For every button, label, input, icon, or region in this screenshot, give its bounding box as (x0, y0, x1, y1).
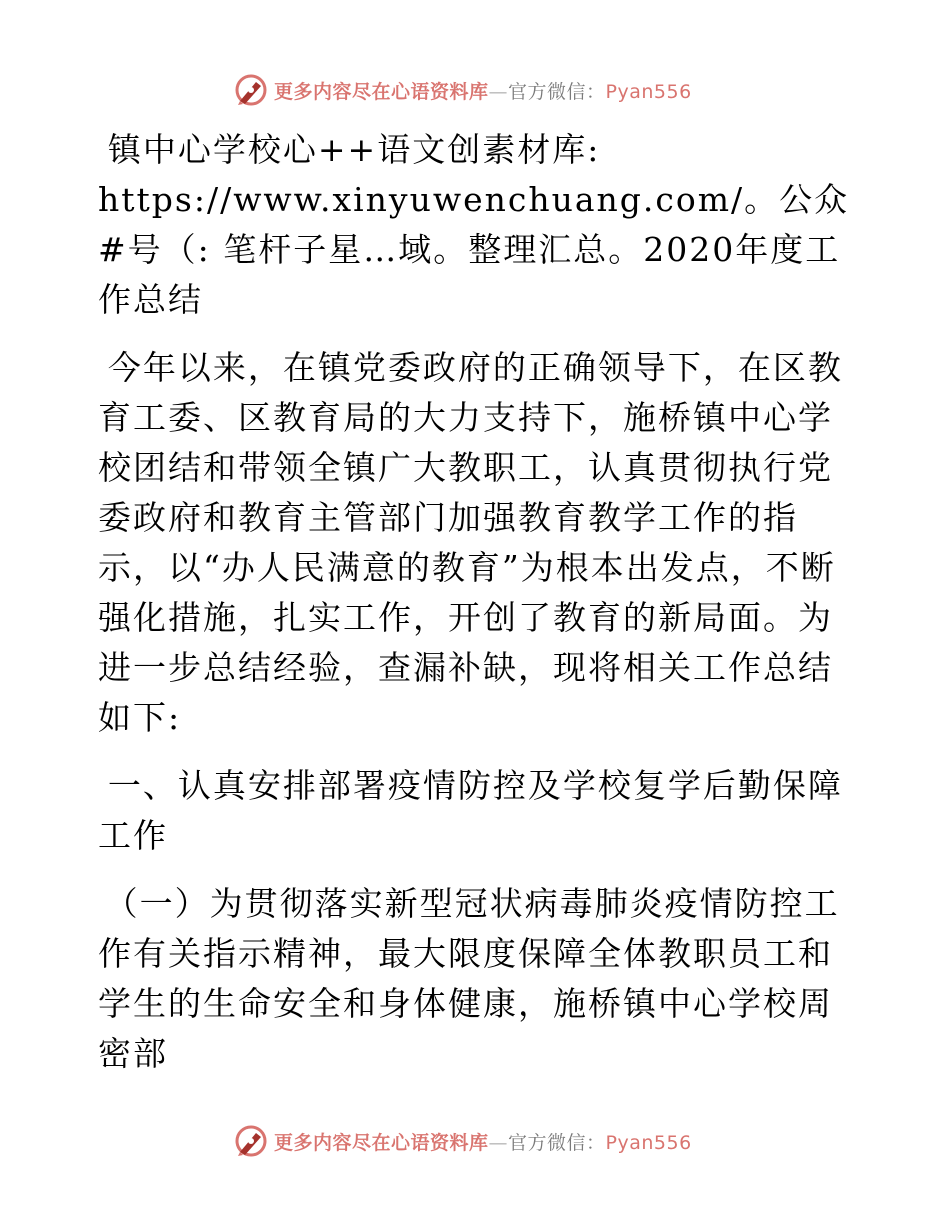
banner-wechat-label: 官方微信： (508, 80, 606, 103)
body-paragraph-1: 今年以来，在镇党委政府的正确领导下，在区教育工委、区教育局的大力支持下，施桥镇中心学校团结和带领全镇广大教职工，认真贯彻执行党委政府和教育主管部门加强教育教学工作的指示，以“办人民满意的教育”为根本出发点，不断强化措施，扎实工作，开创了教育的新局面。为进一步总结经验，查漏补缺，现将相关工作总结如下: (98, 348, 843, 737)
header-banner (234, 72, 692, 108)
banner-wechat-label: 官方微信： (508, 1131, 606, 1154)
banner-separator: — (488, 1131, 509, 1154)
footer-banner (234, 1123, 692, 1159)
document-body (98, 125, 858, 1097)
banner-site-text: 更多内容尽在心语资料库 (274, 1131, 489, 1154)
banner-site-text: 更多内容尽在心语资料库 (274, 80, 489, 103)
pen-logo-icon (234, 73, 268, 107)
pen-logo-icon (234, 1124, 268, 1158)
intro-paragraph: 镇中心学校心++语文创素材库: https://www.xinyuwenchuang.com/。公众#号（: 笔杆子星…域。整理汇总。2020年度工作总结 (98, 130, 850, 319)
banner-wechat-id: Pyan556 (605, 80, 692, 103)
banner-separator: — (488, 80, 509, 103)
subsection-paragraph-1: （一）为贯彻落实新型冠状病毒肺炎疫情防控工作有关指示精神，最大限度保障全体教职员工和学生的生命安全和身体健康，施桥镇中心学校周密部 (98, 884, 840, 1073)
section-heading-1: 一、认真安排部署疫情防控及学校复学后勤保障工作 (98, 766, 843, 855)
banner-wechat-id: Pyan556 (605, 1131, 692, 1154)
